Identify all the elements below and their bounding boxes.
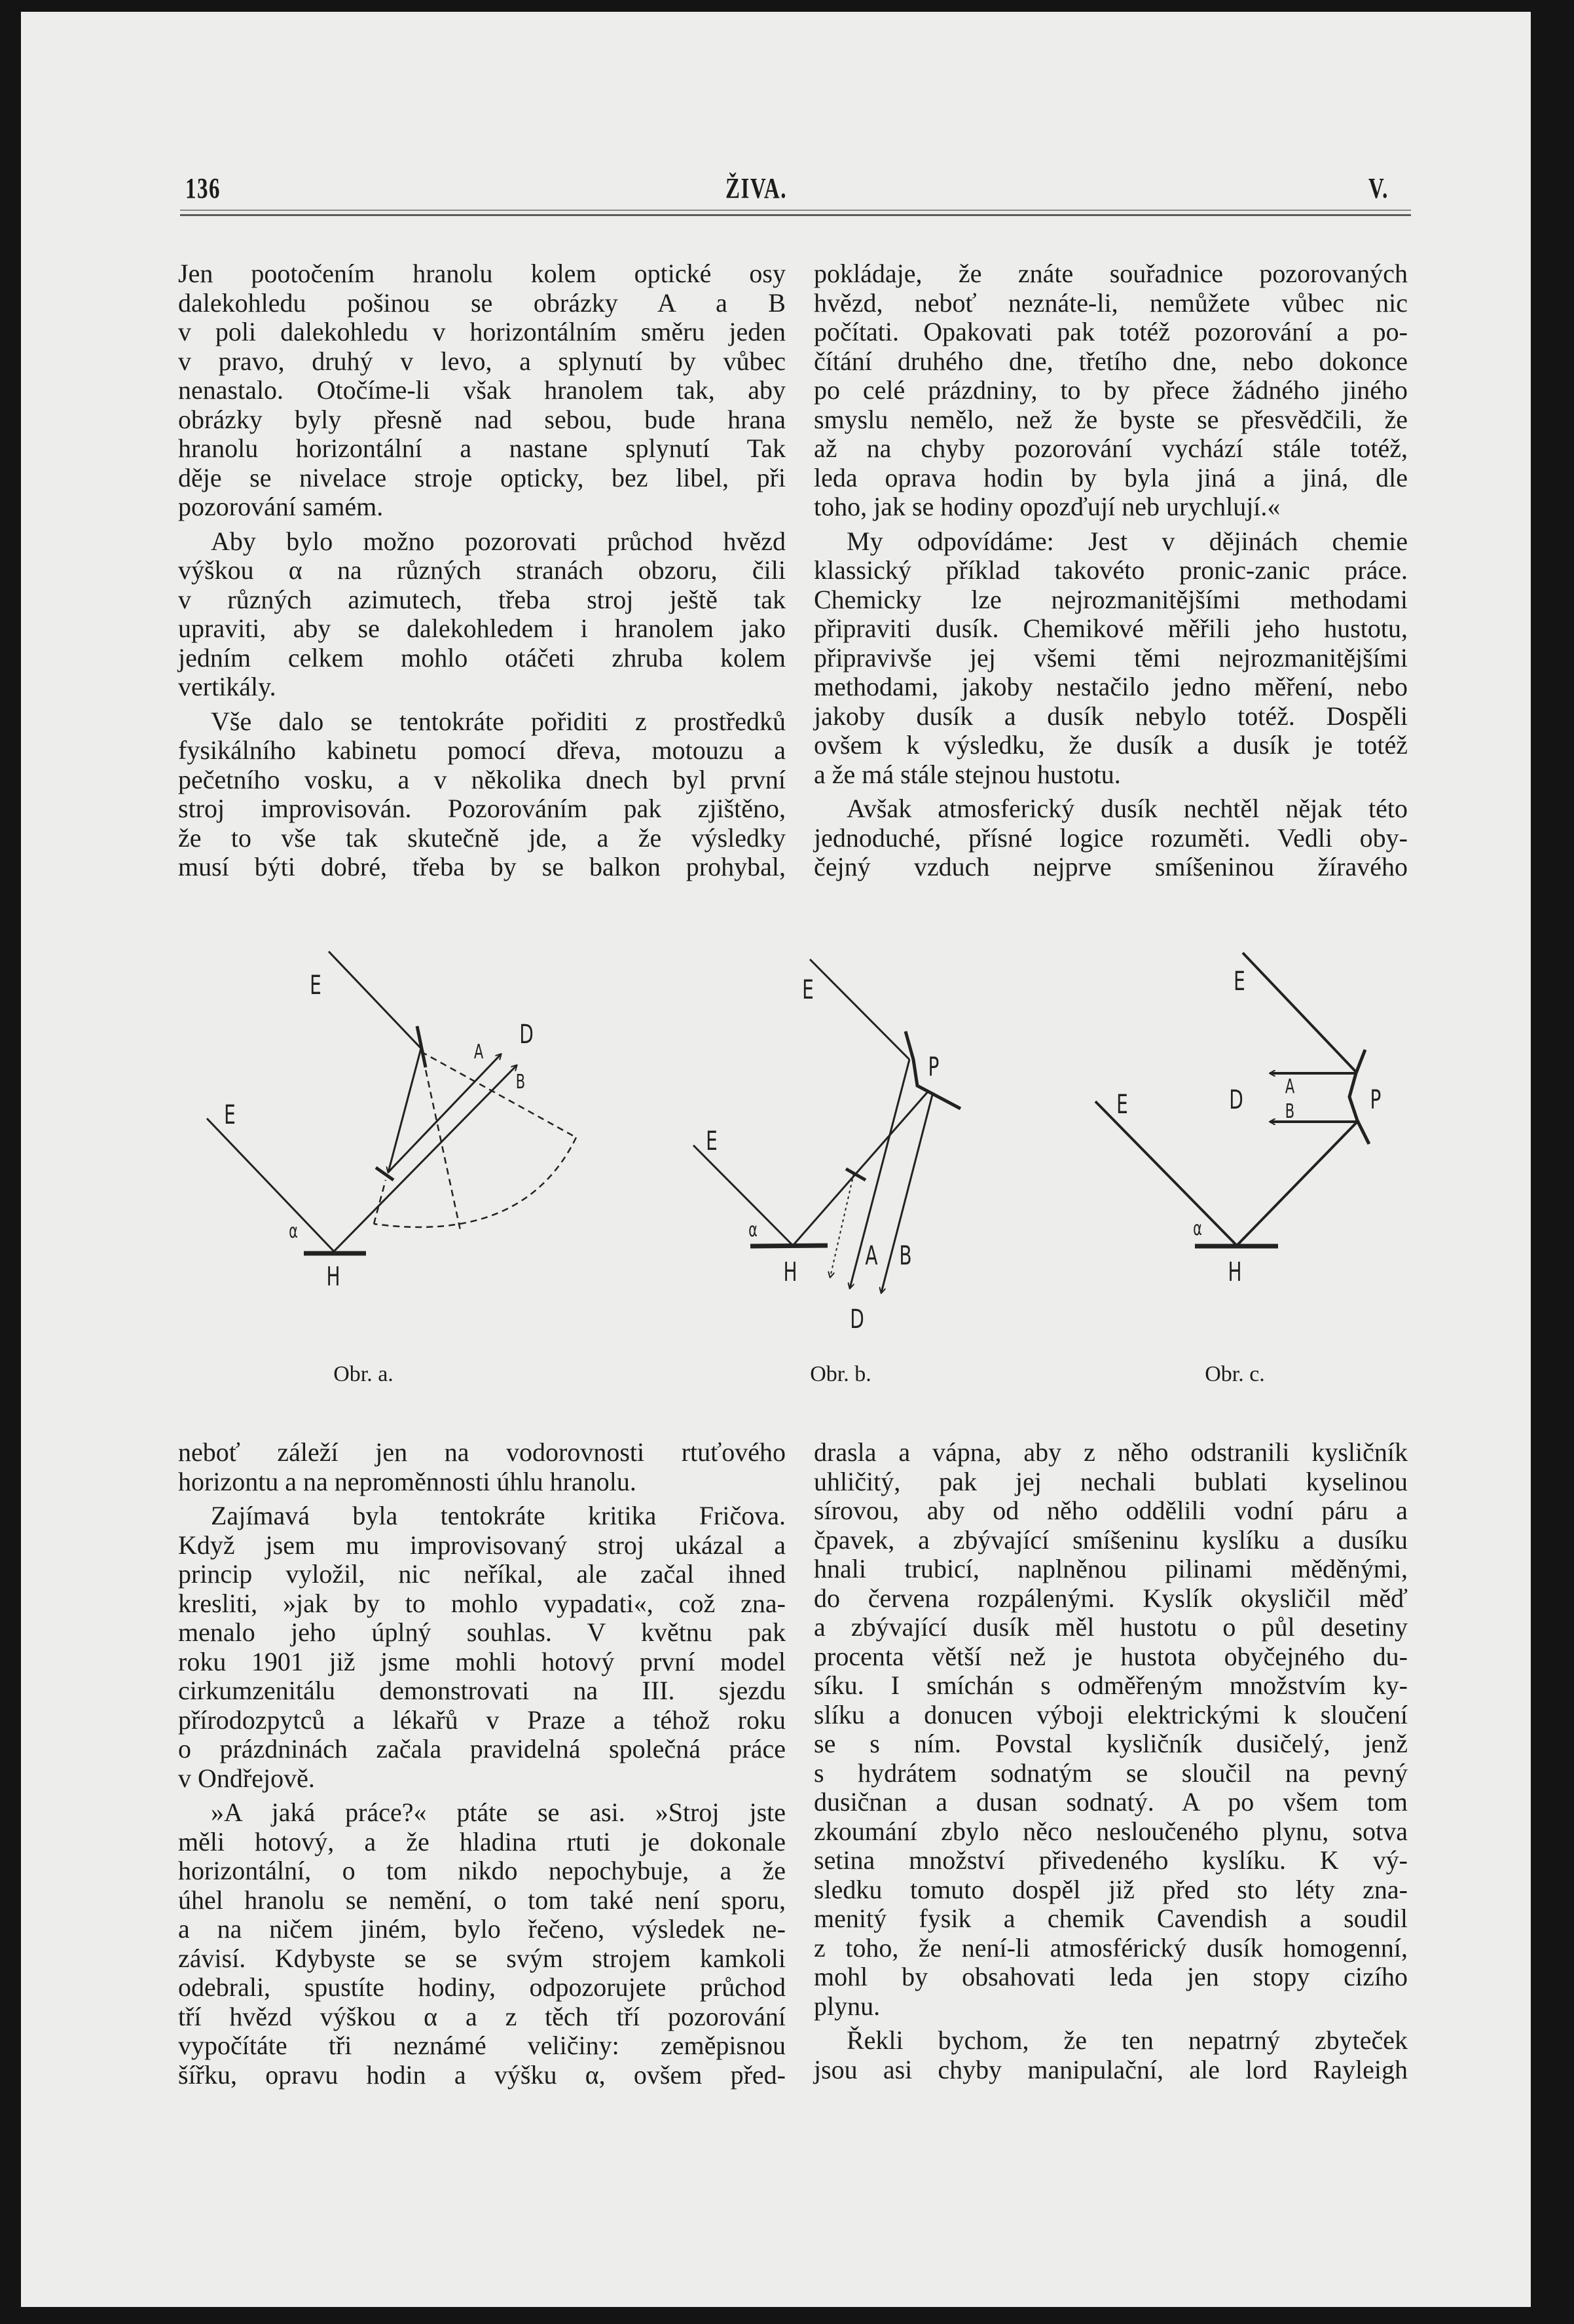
text-line: hvězd, neboť neznáte-li, nemůžete vůbec nic [814, 287, 1408, 318]
volume-number: V. [1368, 172, 1389, 204]
journal-title: ŽIVA. [725, 172, 788, 204]
fig-a-label-e-top: E [310, 970, 321, 1001]
text-line: horizontu a na neproměnnosti úhlu hranolu. [178, 1466, 636, 1496]
fig-b-label-a: A [865, 1241, 878, 1271]
fig-a-label-d: D [519, 1020, 534, 1050]
text-line: hnali trubicí, naplněnou pilinami měděnými, [814, 1554, 1408, 1583]
fig-a-label-e-left: E [224, 1100, 236, 1130]
text-line: toho, jak se hodiny opozďují neb urychlují.« [814, 492, 1281, 521]
text-line: setina množství přivedeného kyslíku. K vý- [814, 1845, 1408, 1875]
text-line: připraviti dusík. Chemikové měřili jeho hustotu, [814, 614, 1408, 643]
fig-b-label-e-top: E [802, 975, 814, 1005]
text-line: roku 1901 již jsme mohli hotový první model [178, 1646, 786, 1676]
fig-c-label-b: B [1285, 1100, 1295, 1123]
text-line: Jen pootočením hranolu kolem optické osy [178, 259, 786, 288]
text-line: a že má stále stejnou hustotu. [814, 759, 1121, 789]
text-line: slíku a donucen výboji elektrickými k sloučení [814, 1699, 1408, 1729]
text-line: šířku, opravu hodin a výšku α, ovšem před- [178, 2059, 786, 2090]
fig-c-label-d: D [1229, 1085, 1243, 1115]
text-line: měli hotový, a že hladina rtuti je dokonale [178, 1826, 786, 1856]
text-line: v různých azimutech, třeba stroj ještě tak [178, 584, 786, 614]
text-line: klassický příklad takovéto pronic-zanic práce. [814, 555, 1408, 585]
text-line: tří hvězd výškou α a z těch tří pozorování [178, 2001, 786, 2031]
text-line: vypočítáte tři neznámé veličiny: zeměpisnou [178, 2031, 786, 2060]
text-line: hranolu horizontální a nastane splynutí Tak [178, 433, 786, 463]
text-line: dalekohledu pošinou se obrázky A a B [178, 287, 786, 318]
fig-c-label-e-top: E [1234, 967, 1245, 997]
text-line: procenta větší než je hustota obyčejného du- [814, 1641, 1408, 1671]
text-line: musí býti dobré, třeba by se balkon prohybal, [178, 852, 786, 881]
text-line: nenastalo. Otočíme-li však hranolem tak, aby [178, 375, 786, 405]
fig-a-label-a: A [473, 1041, 484, 1063]
fig-c-label-h: H [1228, 1257, 1242, 1287]
text-line: horizontální, o tom nikdo nepochybuje, a že [178, 1856, 786, 1885]
text-line: Zajímavá byla tentokráte kritika Fričova. [211, 1501, 786, 1530]
text-line: odebrali, spustíte hodiny, odpozorujete průchod [178, 1972, 786, 2002]
text-line: připravivše jej všemi těmi nejrozmanitějšími [814, 642, 1408, 673]
text-line: jakoby dusík a dusík nebylo totéž. Dospěli [814, 701, 1408, 731]
text-line: Aby bylo možno pozorovati průchod hvězd [211, 526, 786, 556]
text-line: z toho, že není-li atmosférický dusík homogenní, [814, 1932, 1408, 1963]
text-line: drasla a vápna, aby z něho odstranili kysličník [814, 1437, 1408, 1467]
text-line: o prázdninách začala pravidelná společná práce [178, 1734, 786, 1763]
fig-b-label-alpha: α [748, 1219, 758, 1242]
text-line: až na chyby pozorování vychází stále totéž, [814, 433, 1408, 463]
fig-c-caption: Obr. c. [1205, 1362, 1265, 1386]
text-line: stroj improvisován. Pozorováním pak zjištěno, [178, 794, 786, 823]
fig-b-caption: Obr. b. [810, 1362, 871, 1386]
text-line: úhel hranolu se nemění, o tom také není sporu, [178, 1885, 786, 1915]
text-line: přírodozpytců a lékařů v Praze a téhož roku [178, 1705, 786, 1735]
text-line: pokládaje, že znáte souřadnice pozorovaných [814, 259, 1408, 288]
text-line: v poli dalekohledu v horizontálním směru jeden [178, 317, 786, 346]
fig-a-caption: Obr. a. [333, 1362, 394, 1386]
text-line: Když jsem mu improvisovaný stroj ukázal a [178, 1530, 786, 1560]
text-line: že to vše tak skutečně jde, a že výsledky [178, 822, 786, 853]
text-line: Chemicky lze nejrozmanitějšími methodami [814, 584, 1408, 614]
fig-c-label-a: A [1285, 1075, 1295, 1098]
fig-b-label-e-left: E [706, 1126, 718, 1156]
text-line: výškou α na různých stranách obzoru, čili [178, 555, 786, 585]
text-line: menalo jeho úplný souhlas. V květnu pak [178, 1617, 786, 1647]
text-line: zkoumání zbylo něco nesloučeného plynu, sotva [814, 1816, 1408, 1846]
text-line: sírovou, aby od něho oddělili vodní páru a [814, 1496, 1408, 1525]
text-line: do červena rozpálenými. Kyslík okysličil měď [814, 1583, 1408, 1613]
fig-b-label-b: B [899, 1241, 912, 1271]
text-line: uhličitý, pak jej nechali bublati kyselinou [814, 1466, 1408, 1496]
text-line: »A jaká práce?« ptáte se asi. »Stroj jste [211, 1798, 786, 1827]
text-line: síku. I smíchán s odměřeným množstvím ky- [814, 1670, 1408, 1700]
fig-c-label-alpha: α [1193, 1217, 1202, 1240]
text-line: methodami, jakoby nestačilo jedno měření, nebo [814, 672, 1408, 701]
text-line: ovšem k výsledku, že dusík a dusík je totéž [814, 730, 1408, 760]
text-line: cirkumzenitálu demonstrovati na III. sjezdu [178, 1676, 786, 1705]
text-line: princip vyložil, nic neříkal, ale začal ihned [178, 1559, 786, 1589]
page-number: 136 [185, 172, 221, 204]
text-line: plynu. [814, 1991, 881, 2021]
text-line: děje se nivelace stroje opticky, bez libel, při [178, 462, 786, 492]
text-line: kresliti, »jak by to mohlo vypadati«, což zna- [178, 1588, 786, 1618]
text-line: smyslu nemělo, než že byste se přesvědčili, že [814, 404, 1408, 434]
text-line: fysikálního kabinetu pomocí dřeva, motouzu a [178, 735, 786, 765]
text-line: čejný vzduch nejprve smíšeninou žíravého [814, 852, 1408, 881]
text-line: upraviti, aby se dalekohledem i hranolem jako [178, 614, 786, 643]
text-line: pečetního vosku, a v několika dnech byl první [178, 764, 786, 794]
fig-a-label-h: H [326, 1262, 340, 1292]
text-line: čpavek, a zbývající smíšeninu kyslíku a dusíku [814, 1524, 1408, 1555]
text-line: jsou asi chyby manipulační, ale lord Rayleigh [814, 2054, 1408, 2084]
text-line: čítání druhého dne, třetího dne, nebo dokonce [814, 346, 1408, 376]
figure-b-diagram [693, 959, 961, 1293]
text-line: v Ondřejově. [178, 1763, 315, 1793]
text-line: v pravo, druhý v levo, a splynutí by vůbec [178, 346, 786, 376]
fig-c-label-p: P [1370, 1085, 1382, 1115]
fig-a-label-b: B [515, 1071, 526, 1094]
text-line: závisí. Kdybyste se se svým strojem kamkoli [178, 1943, 786, 1973]
fig-b-label-p: P [928, 1052, 940, 1082]
text-line: My odpovídáme: Jest v dějinách chemie [847, 526, 1408, 556]
figure-a-diagram [207, 951, 576, 1253]
text-line: vertikály. [178, 672, 276, 701]
fig-c-label-e-left: E [1116, 1090, 1128, 1120]
text-line: pozorování samém. [178, 492, 384, 521]
text-line: a na ničem jiném, bylo řečeno, výsledek ne- [178, 1914, 786, 1944]
text-line: s hydrátem sodnatým se sloučil na pevný [814, 1758, 1408, 1788]
text-line: leda oprava hodin by byla jiná a jiná, dle [814, 462, 1408, 492]
fig-a-label-alpha: α [289, 1220, 298, 1243]
text-line: neboť záleží jen na vodorovnosti rtuťového [178, 1437, 786, 1467]
text-line: mohl by obsahovati leda jen stopy cizího [814, 1962, 1408, 1991]
text-line: se s ním. Povstal kysličník dusičelý, jenž [814, 1729, 1408, 1758]
text-line: dusičnan a dusan sodnatý. A po všem tom [814, 1787, 1408, 1817]
text-line: sledku tomuto dospěl již před sto léty zna- [814, 1874, 1408, 1904]
text-line: obrázky byly přesně nad sebou, bude hrana [178, 404, 786, 434]
text-line: jedním celkem mohlo otáčeti zhruba kolem [178, 642, 786, 673]
fig-b-label-h: H [783, 1257, 797, 1287]
text-line: počítati. Opakovati pak totéž pozorování a po- [814, 317, 1408, 346]
fig-b-label-d: D [850, 1304, 864, 1335]
text-line: po celé prázdniny, to by přece žádného jiného [814, 375, 1408, 405]
text-line: Avšak atmosferický dusík nechtěl nějak této [847, 794, 1408, 823]
text-line: Řekli bychom, že ten nepatrný zbyteček [847, 2025, 1408, 2055]
text-line: Vše dalo se tentokráte pořiditi z prostředků [211, 706, 786, 736]
text-line: a zbývající dusík měl hustotu o půl desetiny [814, 1612, 1408, 1642]
text-line: menitý fysik a chemik Cavendish a soudil [814, 1904, 1408, 1933]
text-line: jednoduché, přísné logice rozuměti. Vedli oby- [814, 822, 1408, 853]
